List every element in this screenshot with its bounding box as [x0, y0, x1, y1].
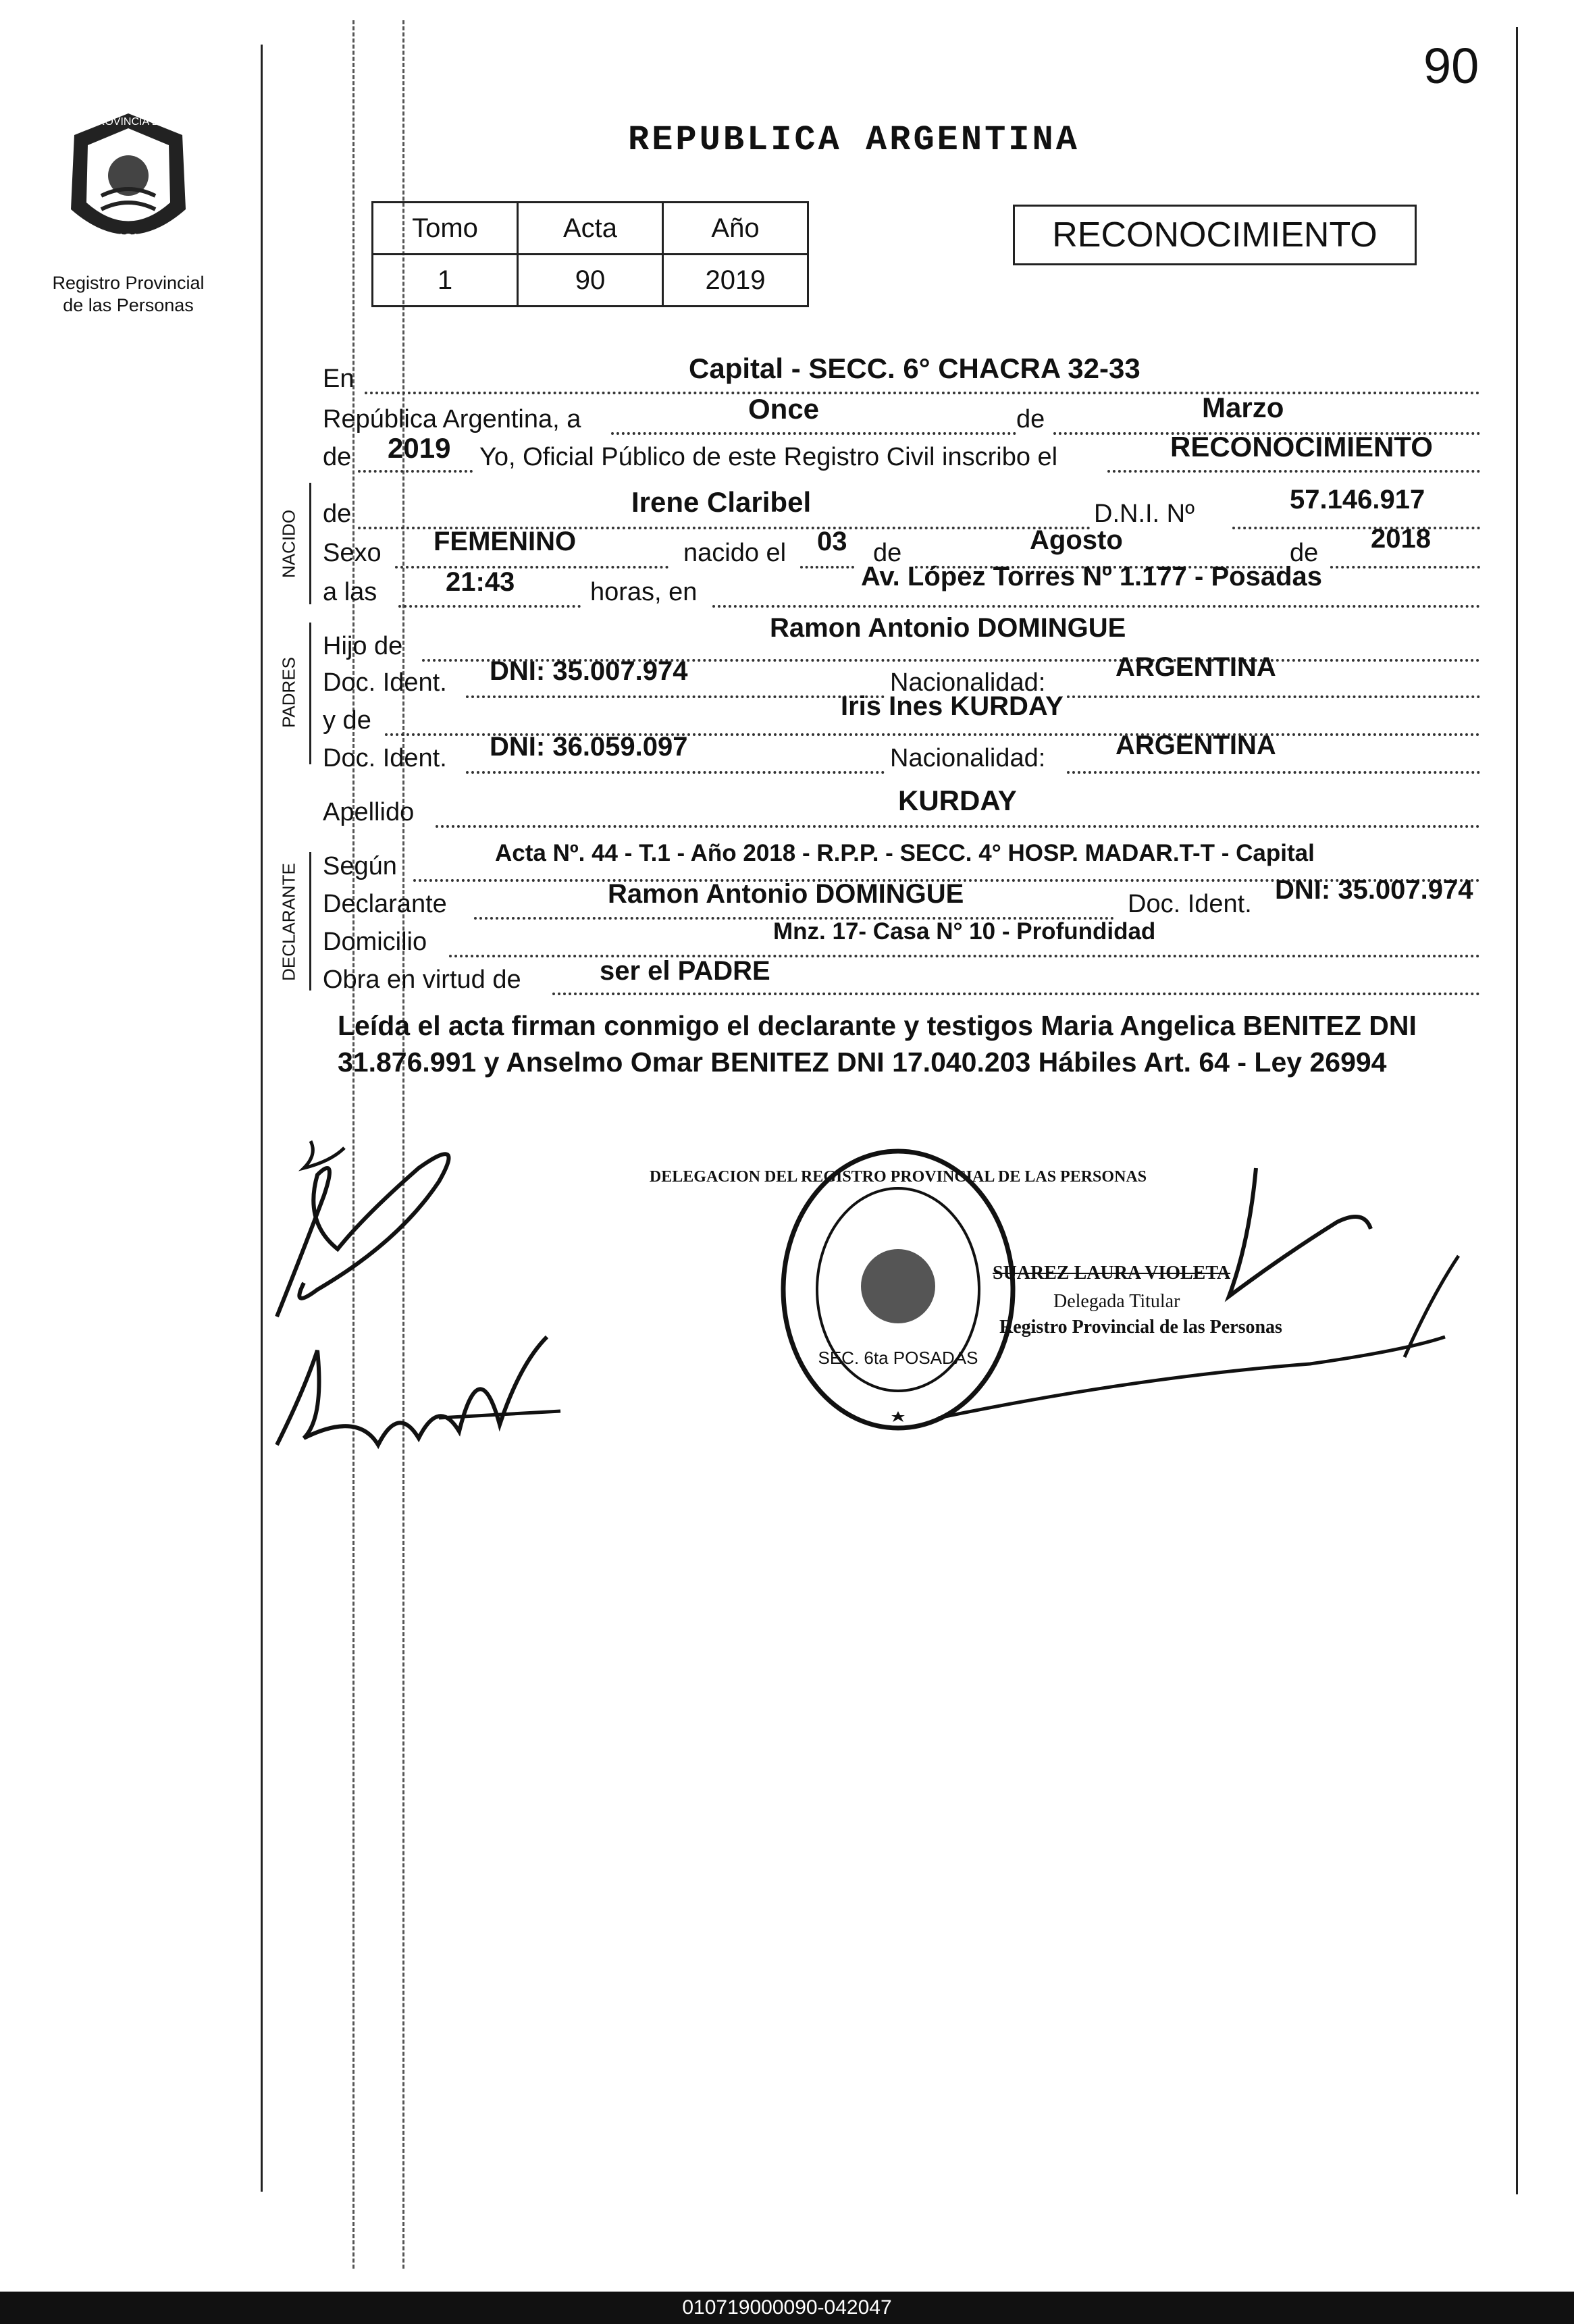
republica-label: República Argentina, a: [323, 405, 581, 433]
dotted-line: [1107, 470, 1480, 473]
de-label-c: de: [1290, 539, 1319, 567]
dotted-line: [1067, 695, 1480, 698]
birth-year: 2018: [1371, 524, 1431, 554]
dotted-line: [800, 566, 854, 569]
seal-text-bottom: MISIONES: [95, 232, 161, 246]
registry-logo: [41, 108, 216, 317]
month-value: Marzo: [1202, 392, 1284, 423]
header-acta: Acta: [518, 203, 663, 255]
dotted-line: [436, 825, 1480, 828]
official-name: SUAREZ LAURA VIOLETA: [993, 1263, 1231, 1284]
dotted-line: [365, 392, 1480, 394]
inscribo-value: RECONOCIMIENTO: [1170, 431, 1433, 463]
header-anio: Año: [663, 203, 808, 255]
birth-place: Av. López Torres Nº 1.177 - Posadas: [861, 562, 1322, 591]
de-label: de: [1016, 405, 1045, 433]
doc-ident-label-3: Doc. Ident.: [1128, 890, 1252, 918]
dotted-line: [466, 771, 885, 774]
nacido-de-label: de: [323, 500, 352, 528]
obra-value: ser el PADRE: [600, 956, 770, 986]
de2-label: de: [323, 443, 352, 471]
value-acta: 90: [518, 255, 663, 307]
official-role: Delegada Titular: [1053, 1291, 1180, 1312]
obra-label: Obra en virtud de: [323, 966, 521, 994]
apellido-label: Apellido: [323, 798, 415, 826]
record-type-box: RECONOCIMIENTO: [1013, 205, 1417, 265]
logo-label-line1: Registro Provincial: [52, 273, 205, 293]
mother-name: Iris Ines KURDAY: [841, 691, 1064, 721]
declarante-value: Ramon Antonio DOMINGUE: [608, 879, 964, 909]
signature-testigo: [263, 1323, 574, 1479]
apellido-value: KURDAY: [898, 785, 1017, 816]
stamp-ring-text: DELEGACION DEL REGISTRO PROVINCIAL DE LAS PERSONAS: [649, 1168, 1147, 1186]
seal-icon: [61, 108, 196, 263]
section-bracket-nacido: [309, 483, 311, 604]
dotted-line: [395, 566, 668, 569]
en-value: Capital - SECC. 6° CHACRA 32-33: [689, 352, 1140, 384]
record-table: [371, 201, 809, 307]
page-number: 90: [1423, 38, 1479, 94]
signature-declarante: [263, 1114, 486, 1337]
segun-label: Según: [323, 852, 397, 880]
a-las-label: a las: [323, 578, 377, 606]
dotted-line: [1330, 566, 1480, 569]
dotted-line: [466, 695, 885, 698]
dotted-line: [712, 605, 1480, 608]
birth-month: Agosto: [1030, 525, 1123, 555]
father-doc: DNI: 35.007.974: [490, 656, 688, 686]
child-name: Irene Claribel: [631, 486, 812, 518]
segun-value: Acta Nº. 44 - T.1 - Año 2018 - R.P.P. - SECC. 4° HOSP. MADAR.T-T - Capital: [495, 840, 1315, 866]
domicilio-value: Mnz. 17- Casa N° 10 - Profundidad: [773, 918, 1156, 945]
declarante-doc: DNI: 35.007.974: [1275, 875, 1473, 905]
side-label-declarante: DECLARANTE: [278, 863, 299, 981]
oficial-text: Yo, Oficial Público de este Registro Civil inscribo el: [479, 443, 1058, 471]
seal-text-top: PROVINCIA DE: [90, 116, 167, 128]
sexo-value: FEMENINO: [434, 527, 577, 556]
sexo-label: Sexo: [323, 539, 382, 567]
dotted-line: [398, 605, 581, 608]
doc-ident-label: Doc. Ident.: [323, 668, 447, 697]
doc-ident-label-2: Doc. Ident.: [323, 744, 447, 772]
nacionalidad-label-2: Nacionalidad:: [890, 744, 1046, 772]
logo-label: [41, 272, 216, 317]
stamp-inner-text: SEC. 6ta POSADAS: [818, 1348, 978, 1368]
value-tomo: 1: [373, 255, 518, 307]
value-anio: 2019: [663, 255, 808, 307]
dotted-line: [1067, 771, 1480, 774]
official-org: Registro Provincial de las Personas: [999, 1317, 1282, 1338]
document-title: REPUBLICA ARGENTINA: [628, 120, 1080, 160]
dotted-line: [552, 993, 1480, 995]
closing-text: Leída el acta firman conmigo el declarante y testigos Maria Angelica BENITEZ DNI 31.876.991 y Anselmo Omar BENITEZ DNI 17.040.203 Hábiles Art. 64 - Ley 26994: [338, 1010, 1417, 1078]
day-value: Once: [748, 393, 820, 425]
year-value: 2019: [388, 432, 451, 464]
nacido-el-label: nacido el: [683, 539, 787, 567]
de-label-b: de: [873, 539, 902, 567]
side-label-padres: PADRES: [278, 657, 299, 728]
mother-nationality: ARGENTINA: [1116, 731, 1276, 760]
domicilio-label: Domicilio: [323, 928, 427, 956]
y-de-label: y de: [323, 706, 371, 735]
father-name: Ramon Antonio DOMINGUE: [770, 613, 1126, 643]
left-margin-line: [261, 45, 263, 2192]
birth-day: 03: [817, 527, 847, 556]
side-label-nacido: NACIDO: [278, 509, 299, 579]
dotted-line: [611, 432, 1016, 435]
nacionalidad-label: Nacionalidad:: [890, 668, 1046, 697]
father-nationality: ARGENTINA: [1116, 652, 1276, 682]
footer-barcode-text: 010719000090-042047: [0, 2292, 1574, 2324]
hijo-de-label: Hijo de: [323, 632, 403, 660]
horas-label: horas, en: [590, 578, 698, 606]
dotted-line: [358, 470, 473, 473]
declarante-label: Declarante: [323, 890, 447, 918]
dotted-line: [1232, 527, 1480, 529]
child-dni: 57.146.917: [1290, 485, 1425, 514]
section-bracket-padres: [309, 623, 311, 764]
dni-label: D.N.I. Nº: [1094, 500, 1195, 528]
right-margin-line: [1516, 27, 1518, 2194]
mother-doc: DNI: 36.059.097: [490, 732, 688, 762]
logo-label-line2: de las Personas: [63, 295, 194, 315]
birth-time: 21:43: [446, 567, 515, 597]
en-label: En: [323, 365, 355, 393]
section-bracket-declarante: [309, 852, 311, 991]
header-tomo: Tomo: [373, 203, 518, 255]
